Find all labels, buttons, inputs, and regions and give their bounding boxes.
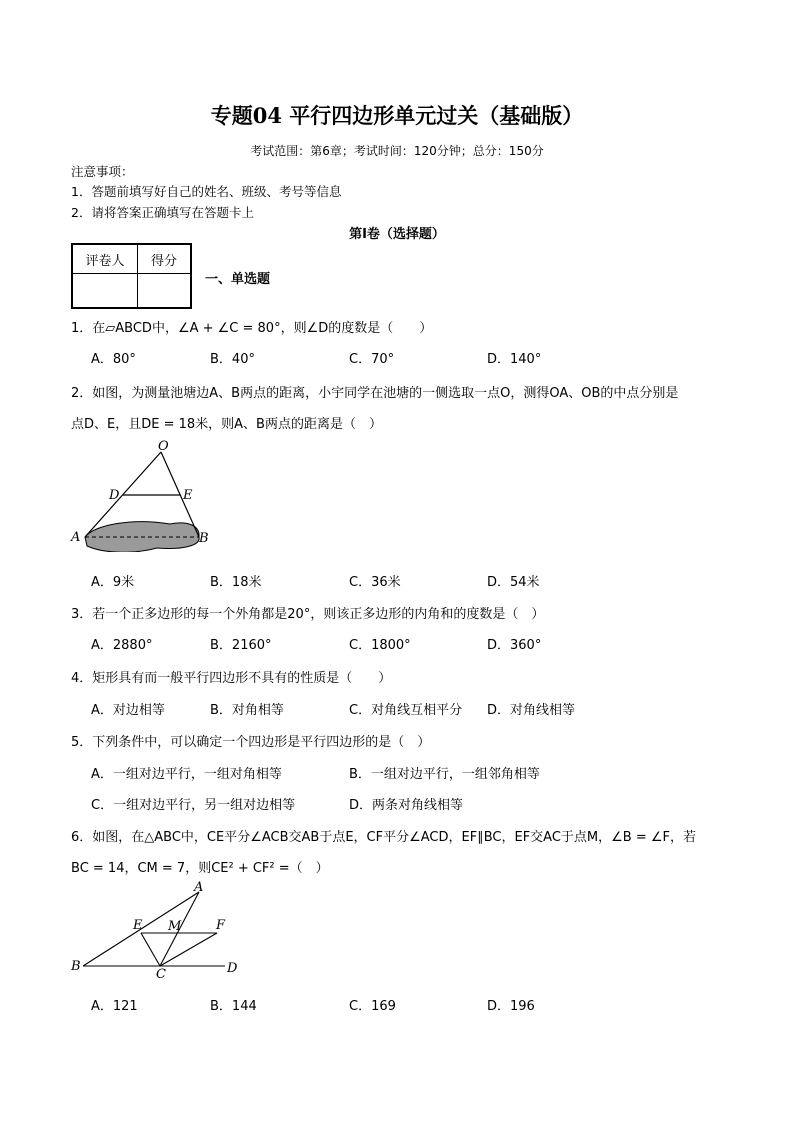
score-table-cell[interactable] [72,274,138,309]
question-2-stem-line-2: 点D、E，且DE = 18米，则A、B两点的距离是（ ） [71,417,382,432]
label-b: B [199,531,209,546]
question-5-stem: 5．下列条件中，可以确定一个四边形是平行四边形的是（ ） [71,735,431,750]
question-5-option-c[interactable]: C．一组对边平行，另一组对边相等 [91,798,296,813]
question-4-option-c[interactable]: C．对角线互相平分 [349,703,463,718]
question-4-option-a[interactable]: A．对边相等 [91,703,165,718]
segment-ce [141,933,160,966]
question-4-option-b[interactable]: B．对角相等 [210,703,284,718]
label-d: D [227,961,238,976]
label-e: E [133,918,143,933]
question-2-option-c[interactable]: C．36米 [349,575,401,590]
question-1-option-c[interactable]: C．70° [349,352,395,367]
section-title: 一、单选题 [205,272,271,287]
question-2-option-b[interactable]: B．18米 [210,575,262,590]
question-1-option-d[interactable]: D．140° [487,352,542,367]
question-4-stem: 4．矩形具有而一般平行四边形不具有的性质是（ ） [71,671,392,686]
question-3-option-c[interactable]: C．1800° [349,638,411,653]
question-2-option-a[interactable]: A．9米 [91,575,135,590]
volume-title: 第I卷（选择题） [349,227,445,242]
label-e: E [183,488,193,503]
question-6-figure [65,880,255,980]
question-6-option-c[interactable]: C．169 [349,999,396,1014]
question-1-option-b[interactable]: B．40° [210,352,255,367]
question-2-figure [65,440,225,552]
note-item: 2．请将答案正确填写在答题卡上 [71,205,254,220]
page-title: 专题04 平行四边形单元过关（基础版） [210,103,584,128]
question-4-option-d[interactable]: D．对角线相等 [487,703,576,718]
label-b: B [71,959,81,974]
notes-heading: 注意事项： [71,164,134,179]
score-table-header-reviewer: 评卷人 [72,244,138,274]
question-2-stem-line-1: 2．如图，为测量池塘边A、B两点的距离，小宇同学在池塘的一侧选取一点O，测得OA、OB的中点分别是 [71,386,679,401]
score-table-header-score: 得分 [138,244,192,274]
label-d: D [109,488,120,503]
question-3-option-d[interactable]: D．360° [487,638,542,653]
question-6-option-b[interactable]: B．144 [210,999,257,1014]
question-6-option-a[interactable]: A．121 [91,999,138,1014]
question-3-option-b[interactable]: B．2160° [210,638,272,653]
question-1-stem: 1．在▱ABCD中，∠A + ∠C = 80°，则∠D的度数是（ ） [71,321,433,336]
question-6-stem-line-1: 6．如图，在△ABC中，CE平分∠ACB交AB于点E，CF平分∠ACD，EF∥BC，EF交AC于点M，∠B = ∠F，若 [71,830,696,845]
question-6-stem-line-2: BC = 14，CM = 7，则CE² + CF² =（ ） [71,861,329,876]
question-1-option-a[interactable]: A．80° [91,352,136,367]
question-3-stem: 3．若一个正多边形的每一个外角都是20°，则该正多边形的内角和的度数是（ ） [71,607,545,622]
question-2-option-d[interactable]: D．54米 [487,575,540,590]
question-3-option-a[interactable]: A．2880° [91,638,153,653]
exam-info: 考试范围：第6章；考试时间：120分钟；总分：150分 [250,144,544,158]
score-table-cell[interactable] [138,274,192,309]
label-a: A [194,880,204,895]
question-5-option-d[interactable]: D．两条对角线相等 [349,798,464,813]
label-a: A [71,530,81,545]
note-item: 1．答题前填写好自己的姓名、班级、考号等信息 [71,184,342,199]
question-5-option-b[interactable]: B．一组对边平行，一组邻角相等 [349,767,540,782]
label-m: M [168,919,182,934]
label-c: C [156,967,166,980]
label-o: O [158,440,169,454]
score-table [71,243,192,309]
label-f: F [216,918,226,933]
question-5-option-a[interactable]: A．一组对边平行，一组对角相等 [91,767,282,782]
question-6-option-d[interactable]: D．196 [487,999,535,1014]
